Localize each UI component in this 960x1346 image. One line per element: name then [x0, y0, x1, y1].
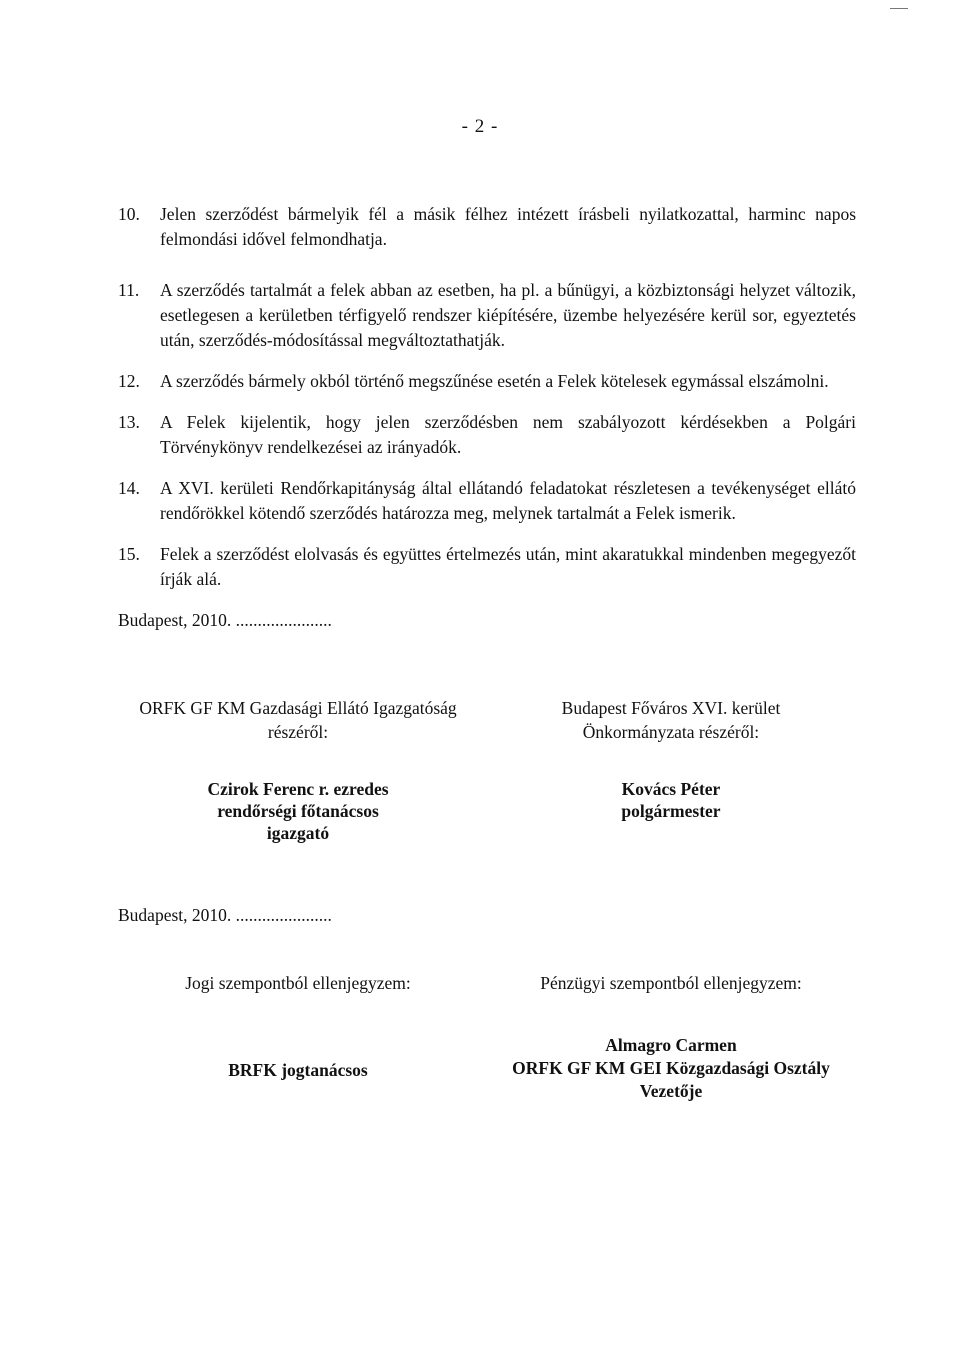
- clause-14: [118, 476, 856, 526]
- clause-number: 15.: [118, 544, 140, 564]
- signer-right-title: polgármester: [621, 801, 721, 821]
- clause-12: [118, 369, 856, 394]
- signer-right: [498, 778, 844, 822]
- signer-left-title: rendőrségi főtanácsos: [217, 801, 379, 821]
- party-left-suffix: részéről:: [267, 722, 329, 742]
- finance-head-role: Vezetője: [639, 1081, 703, 1101]
- clause-10: [118, 202, 856, 252]
- party-left: [118, 696, 478, 744]
- finance-countersign-label: Pénzügyi szempontból ellenjegyzem:: [540, 973, 802, 993]
- clause-text: Felek a szerződést elolvasás és együttes értelmezés után, mint akaratukkal mindenben megegyezőt írják alá.: [160, 544, 856, 589]
- clause-text: A szerződés bármely okból történő megszűnése esetén a Felek kötelesek egymással elszámolni.: [160, 371, 829, 391]
- signer-left-name: Czirok Ferenc r. ezredes: [207, 779, 389, 799]
- place-date-second: Budapest, 2010. ......................: [118, 905, 332, 925]
- clause-text: A Felek kijelentik, hogy jelen szerződésben nem szabályozott kérdésekben a Polgári Törvénykönyv rendelkezései az irányadók.: [160, 412, 856, 457]
- finance-head-department: ORFK GF KM GEI Közgazdasági Osztály: [512, 1058, 830, 1078]
- contract-clauses: [118, 202, 856, 592]
- legal-countersign-label: Jogi szempontból ellenjegyzem:: [185, 973, 411, 993]
- clause-text: A szerződés tartalmát a felek abban az esetben, ha pl. a bűnügyi, a közbiztonsági helyzet változik, esetlegesen a kerületben térfigyelő rendszer kiépítésére, üzembe helyezésére kerül sor, egyeztetés után, szerződés-módosítással megváltoztathatják.: [160, 280, 856, 350]
- clause-number: 11.: [118, 280, 140, 300]
- signer-left: [118, 778, 478, 844]
- signer-right-name: Kovács Péter: [621, 779, 721, 799]
- party-left-name: ORFK GF KM Gazdasági Ellátó Igazgatóság: [139, 698, 457, 718]
- place-date-first: Budapest, 2010. ......................: [118, 610, 332, 630]
- signer-left-role: igazgató: [266, 823, 330, 843]
- clause-text: Jelen szerződést bármelyik fél a másik félhez intézett írásbeli nyilatkozattal, harminc napos felmondási idővel felmondhatja.: [160, 204, 856, 249]
- clause-number: 10.: [118, 204, 140, 224]
- clause-number: 14.: [118, 478, 140, 498]
- page-number: - 2 -: [461, 116, 499, 137]
- party-right: [498, 696, 844, 744]
- clause-11: [118, 278, 856, 353]
- clause-13: [118, 410, 856, 460]
- clause-15: [118, 542, 856, 592]
- clause-text: A XVI. kerületi Rendőrkapitányság által ellátandó feladatokat részletesen a tevékenységet ellátó rendőrökkel kötendő szerződés határozza meg, melynek tartalmát a Felek ismerik.: [160, 478, 856, 523]
- legal-counsel-signature: BRFK jogtanácsos: [228, 1060, 368, 1080]
- clause-number: 13.: [118, 412, 140, 432]
- scan-mark: [890, 8, 908, 9]
- finance-head-name: Almagro Carmen: [605, 1035, 737, 1055]
- party-right-name: Budapest Főváros XVI. kerület: [561, 698, 781, 718]
- clause-number: 12.: [118, 371, 140, 391]
- finance-head-signature: [488, 1034, 854, 1103]
- party-right-suffix: Önkormányzata részéről:: [582, 722, 760, 742]
